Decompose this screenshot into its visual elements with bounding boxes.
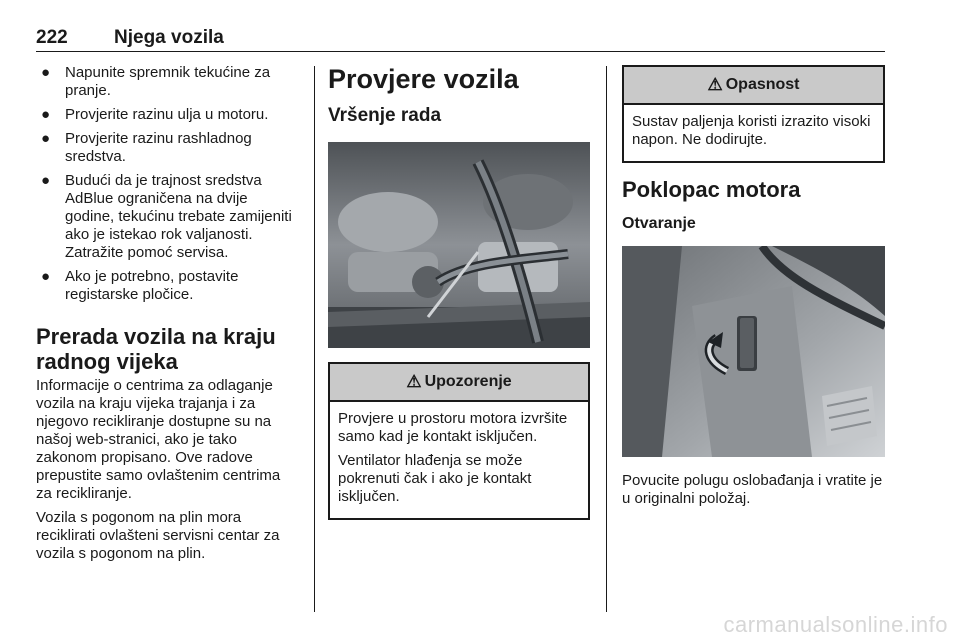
- column-middle: [328, 64, 590, 520]
- watermark: carmanualsonline.info: [723, 612, 948, 637]
- list-item: ● Provjerite razinu ulja u motoru.: [41, 106, 269, 123]
- release-lever-image: [622, 246, 885, 457]
- list-item: ● Budući da je trajnost sredstva AdBlue ograničena na dvije godine, tekućinu trebate zamijeniti ako je istekao rok valjanosti. Zatražite pomoć servisa.: [41, 172, 292, 261]
- column-divider: [314, 66, 315, 612]
- engine-bay-image: [328, 142, 590, 348]
- danger-box-title: Opasnost: [725, 76, 800, 93]
- warning-box-body: [330, 402, 588, 518]
- list-item: ● Provjerite razinu rashladnog sredstva.: [41, 130, 252, 165]
- page-header: [36, 27, 885, 52]
- warning-box-header: [330, 364, 588, 402]
- release-lever-illustration: [622, 246, 885, 457]
- column-divider: [606, 66, 607, 612]
- subtitle: Vršenje rada: [328, 105, 442, 126]
- checklist: [36, 64, 298, 304]
- chapter-title: Provjere vozila: [328, 64, 519, 94]
- column-right: [622, 64, 885, 514]
- body-paragraph: Vozila s pogonom na plin mora reciklirati ovlašteni servisni centar za vozila s pogonom na plin.: [36, 509, 280, 562]
- warning-box: [328, 362, 590, 520]
- warning-triangle-icon: ⚠: [707, 75, 723, 94]
- body-paragraph: Informacije o centrima za odlaganje vozila na kraju vijeka trajanja i za njegovo recikliranje dostupne su na našoj web-stranici, ako je tako zakonom propisano. Ove radove prepustite samo ovlaštenim centrima za recikliranje.: [36, 377, 281, 502]
- danger-text: Sustav paljenja koristi izrazito visoki napon. Ne dodirujte.: [632, 113, 871, 148]
- warning-box-title: Upozorenje: [424, 373, 512, 390]
- section-title-bonnet: Poklopac motora: [622, 177, 801, 202]
- danger-box-header: [624, 67, 883, 105]
- list-item: ● Napunite spremnik tekućine za pranje.: [41, 64, 271, 99]
- running-title: Njega vozila: [114, 27, 224, 48]
- danger-box: [622, 65, 885, 163]
- page-number: 222: [36, 27, 68, 48]
- list-item: ● Ako je potrebno, postavite registarske pločice.: [41, 268, 239, 303]
- column-left: [36, 64, 298, 569]
- engine-bay-illustration: [328, 142, 590, 348]
- subsection-title-opening: Otvaranje: [622, 215, 696, 232]
- danger-box-body: [624, 105, 883, 161]
- image-caption: Povucite polugu oslobađanja i vratite je u originalni položaj.: [622, 472, 883, 507]
- warning-text: Ventilator hlađenja se može pokrenuti čak i ako je kontakt isključen.: [338, 452, 532, 505]
- warning-triangle-icon: ⚠: [406, 372, 422, 391]
- section-title-recycling: Prerada vozila na kraju radnog vijeka: [36, 324, 276, 374]
- warning-text: Provjere u prostoru motora izvršite samo kad je kontakt isključen.: [338, 410, 568, 445]
